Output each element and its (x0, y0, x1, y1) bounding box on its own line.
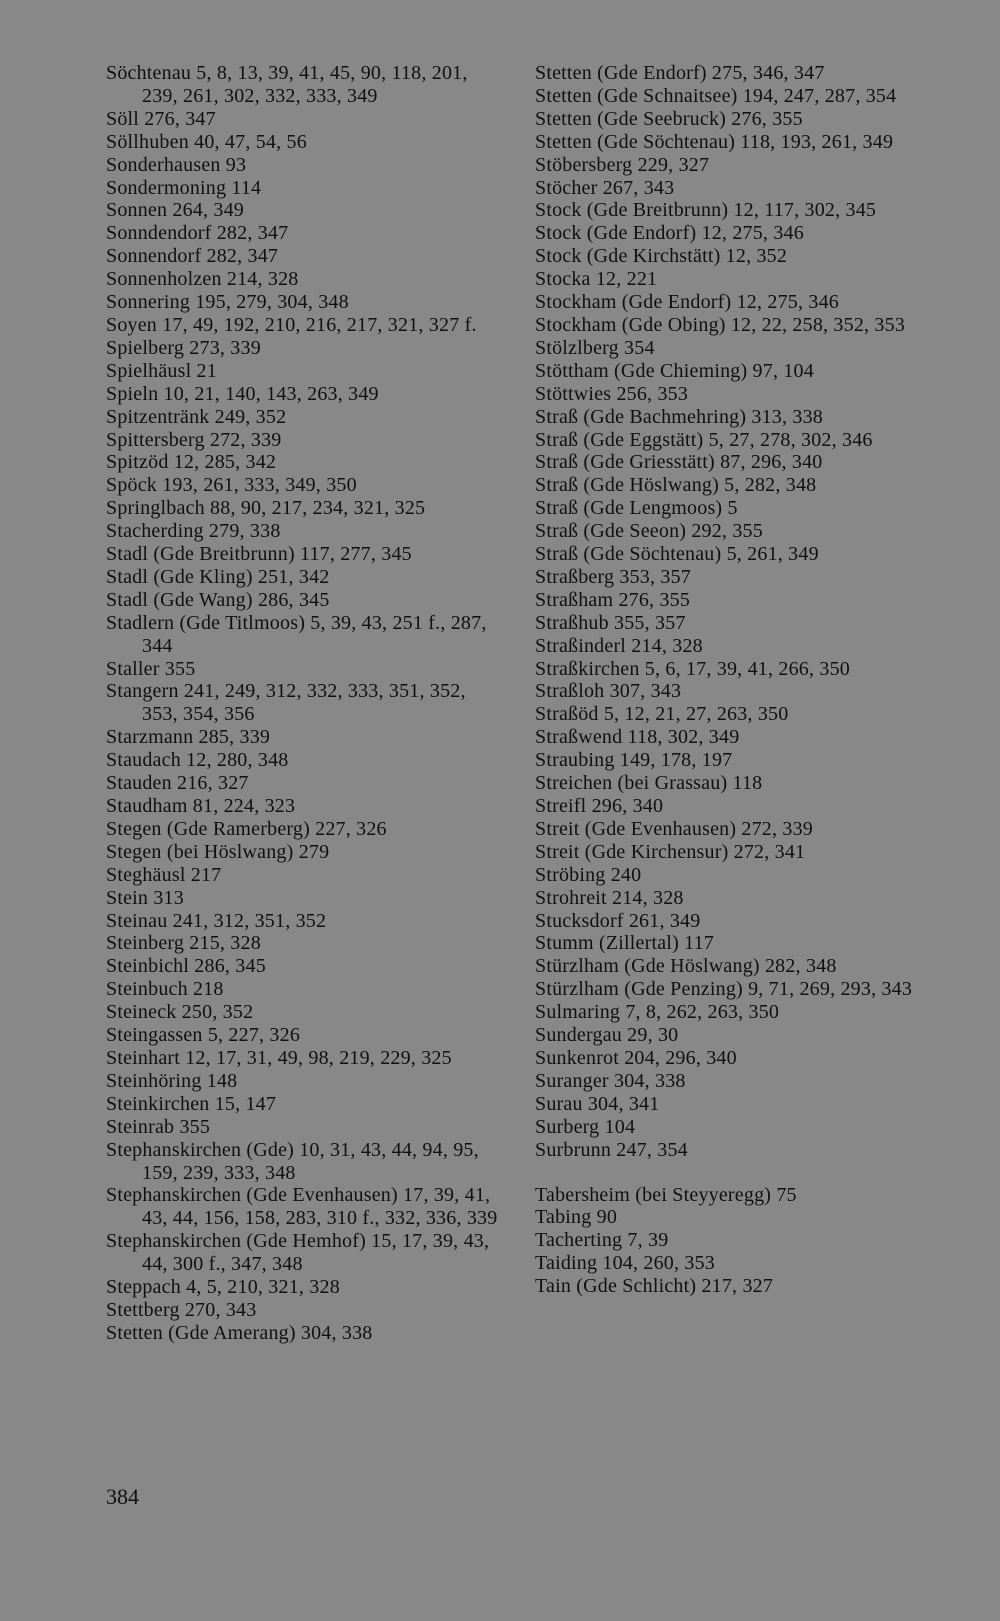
index-entry: Steinkirchen 15, 147 (106, 1092, 277, 1115)
index-entry: Söllhuben 40, 47, 54, 56 (106, 130, 307, 153)
index-entry: Steingassen 5, 227, 326 (106, 1024, 301, 1047)
index-entry: Sonndendorf 282, 347 (106, 222, 289, 245)
index-entry: Soyen 17, 49, 192, 210, 216, 217, 321, 327 f. (106, 313, 477, 336)
index-column-left (106, 62, 506, 1345)
index-entry: Taiding 104, 260, 353 (535, 1252, 716, 1275)
index-entry: Streit (Gde Evenhausen) 272, 339 (535, 817, 814, 840)
index-entry: Sundergau 29, 30 (535, 1024, 679, 1047)
index-entry: Spittersberg 272, 339 (106, 428, 282, 451)
index-entry: Steinbuch 218 (106, 978, 224, 1001)
index-entry: Steinbichl 286, 345 (106, 955, 266, 978)
index-entry: Straßberg 353, 357 (535, 565, 691, 588)
index-entry: Stadl (Gde Breitbrunn) 117, 277, 345 (106, 543, 412, 566)
index-entry: Stephanskirchen (Gde Hemhof) 15, 17, 39, 43, 44, 300 f., 347, 348 (106, 1230, 490, 1276)
index-entry: Stegen (bei Höslwang) 279 (106, 840, 330, 863)
index-entry: Stürzlham (Gde Penzing) 9, 71, 269, 293, 343 (535, 978, 913, 1001)
index-entry: Sonnen 264, 349 (106, 199, 244, 222)
index-entry: Stauden 216, 327 (106, 772, 249, 795)
index-entry: Steinhart 12, 17, 31, 49, 98, 219, 229, 325 (106, 1046, 452, 1069)
index-entry: Stacherding 279, 338 (106, 520, 281, 543)
index-entry: Straßinderl 214, 328 (535, 634, 703, 657)
index-entry: Steinberg 215, 328 (106, 932, 261, 955)
index-entry: Tabersheim (bei Steyyeregg) 75 (535, 1183, 797, 1206)
index-entry: Surberg 104 (535, 1115, 636, 1138)
index-entry: Streifl 296, 340 (535, 795, 664, 817)
index-entry: Stocka 12, 221 (535, 268, 658, 291)
index-entry: Spieln 10, 21, 140, 143, 263, 349 (106, 382, 379, 405)
index-entry: Stockham (Gde Obing) 12, 22, 258, 352, 353 (535, 313, 906, 336)
index-entry: Stegen (Gde Ramerberg) 227, 326 (106, 817, 387, 840)
index-entry: Söchtenau 5, 8, 13, 39, 41, 45, 90, 118, 201, 239, 261, 302, 332, 333, 349 (106, 62, 468, 107)
index-entry: Straß (Gde Lengmoos) 5 (535, 497, 738, 520)
index-entry: Sulmaring 7, 8, 262, 263, 350 (535, 1001, 780, 1024)
index-entry: Steineck 250, 352 (106, 1001, 254, 1024)
index-entry: Ströbing 240 (535, 863, 642, 886)
index-entry: Suranger 304, 338 (535, 1069, 686, 1092)
index-entry: Spitzöd 12, 285, 342 (106, 451, 277, 474)
index-entry: Straß (Gde Griesstätt) 87, 296, 340 (535, 451, 823, 474)
index-entry: Straßham 276, 355 (535, 588, 691, 611)
index-entry: Straßloh 307, 343 (535, 680, 682, 703)
index-entry: Steinrab 355 (106, 1115, 211, 1138)
index-entry: Stadl (Gde Wang) 286, 345 (106, 588, 330, 611)
index-entry: Stöttham (Gde Chieming) 97, 104 (535, 359, 814, 382)
index-entry: Springlbach 88, 90, 217, 234, 321, 325 (106, 497, 426, 520)
index-entry: Stein 313 (106, 886, 184, 909)
index-entry: Stangern 241, 249, 312, 332, 333, 351, 352, 353, 354, 356 (106, 680, 466, 726)
index-entry: Stürzlham (Gde Höslwang) 282, 348 (535, 955, 837, 978)
index-entry: Surbrunn 247, 354 (535, 1138, 688, 1161)
index-entry: Straß (Gde Söchtenau) 5, 261, 349 (535, 543, 819, 566)
index-entry: Sondermoning 114 (106, 176, 262, 199)
index-entry: Sonnering 195, 279, 304, 348 (106, 291, 349, 314)
index-entry: Straßöd 5, 12, 21, 27, 263, 350 (535, 703, 789, 726)
index-entry: Straß (Gde Höslwang) 5, 282, 348 (535, 474, 817, 497)
index-entry: Stucksdorf 261, 349 (535, 909, 701, 932)
index-entry: Staudham 81, 224, 323 (106, 795, 296, 817)
index-entry: Spöck 193, 261, 333, 349, 350 (106, 474, 357, 497)
index-entry: Stockham (Gde Endorf) 12, 275, 346 (535, 291, 839, 314)
index-entry: Stetten (Gde Endorf) 275, 346, 347 (535, 62, 825, 84)
index-entry: Stetten (Gde Amerang) 304, 338 (106, 1321, 373, 1344)
index-entry: Tabing 90 (535, 1206, 618, 1229)
index-entry: Tain (Gde Schlicht) 217, 327 (535, 1275, 774, 1298)
index-entry: Stephanskirchen (Gde) 10, 31, 43, 44, 94, 95, 159, 239, 333, 348 (106, 1138, 479, 1184)
index-entry: Tacherting 7, 39 (535, 1229, 669, 1252)
index-entry: Stephanskirchen (Gde Evenhausen) 17, 39, 41, 43, 44, 156, 158, 283, 310 f., 332, 336, 339 (106, 1184, 498, 1230)
index-entry: Stumm (Zillertal) 117 (535, 932, 714, 955)
index-entry: Stock (Gde Kirchstätt) 12, 352 (535, 245, 788, 268)
index-entry: Sunkenrot 204, 296, 340 (535, 1046, 737, 1069)
index-entry: Stölzlberg 354 (535, 336, 655, 359)
index-entry: Stettberg 270, 343 (106, 1298, 257, 1321)
index-entry: Straßhub 355, 357 (535, 611, 686, 634)
page-number: 384 (106, 1484, 139, 1509)
index-entry: Straßwend 118, 302, 349 (535, 726, 740, 749)
index-entry: Straß (Gde Bachmehring) 313, 338 (535, 405, 824, 428)
index-entry: Stöcher 267, 343 (535, 176, 675, 199)
index-entry: Stetten (Gde Schnaitsee) 194, 247, 287, 354 (535, 84, 897, 107)
index-entry: Streichen (bei Grassau) 118 (535, 772, 763, 795)
index-entry: Straß (Gde Seeon) 292, 355 (535, 520, 763, 543)
index-entry: Steinau 241, 312, 351, 352 (106, 909, 327, 932)
index-entry: Straubing 149, 178, 197 (535, 749, 733, 772)
index-entry: Spielberg 273, 339 (106, 336, 261, 359)
index-entry: Spielhäusl 21 (106, 359, 217, 382)
index-entry: Straßkirchen 5, 6, 17, 39, 41, 266, 350 (535, 657, 850, 680)
index-entry: Staller 355 (106, 657, 196, 680)
index-entry: Stadl (Gde Kling) 251, 342 (106, 565, 330, 588)
index-entry: Staudach 12, 280, 348 (106, 749, 289, 772)
index-entry: Straß (Gde Eggstätt) 5, 27, 278, 302, 346 (535, 428, 873, 451)
index-column-right (535, 62, 940, 1298)
index-entry: Steinhöring 148 (106, 1069, 238, 1092)
index-entry: Stadlern (Gde Titlmoos) 5, 39, 43, 251 f., 287, 344 (106, 611, 487, 657)
index-entry: Sonderhausen 93 (106, 153, 247, 176)
index-entry: Stetten (Gde Seebruck) 276, 355 (535, 107, 803, 130)
index-entry: Spitzentränk 249, 352 (106, 405, 287, 428)
index-entry: Steppach 4, 5, 210, 321, 328 (106, 1276, 340, 1299)
index-entry: Sonnenholzen 214, 328 (106, 268, 299, 291)
index-entry: Stöttwies 256, 353 (535, 382, 689, 405)
index-entry: Surau 304, 341 (535, 1092, 660, 1115)
index-entry: Starzmann 285, 339 (106, 726, 271, 749)
index-entry: Streit (Gde Kirchensur) 272, 341 (535, 840, 806, 863)
index-entry: Söll 276, 347 (106, 107, 216, 130)
index-entry: Stetten (Gde Söchtenau) 118, 193, 261, 349 (535, 130, 894, 153)
index-entry: Sonnendorf 282, 347 (106, 245, 279, 268)
index-entry: Strohreit 214, 328 (535, 886, 684, 909)
index-entry: Steghäusl 217 (106, 863, 222, 886)
index-entry: Stöbersberg 229, 327 (535, 153, 710, 176)
index-entry: Stock (Gde Endorf) 12, 275, 346 (535, 222, 804, 245)
index-entry: Stock (Gde Breitbrunn) 12, 117, 302, 345 (535, 199, 877, 222)
